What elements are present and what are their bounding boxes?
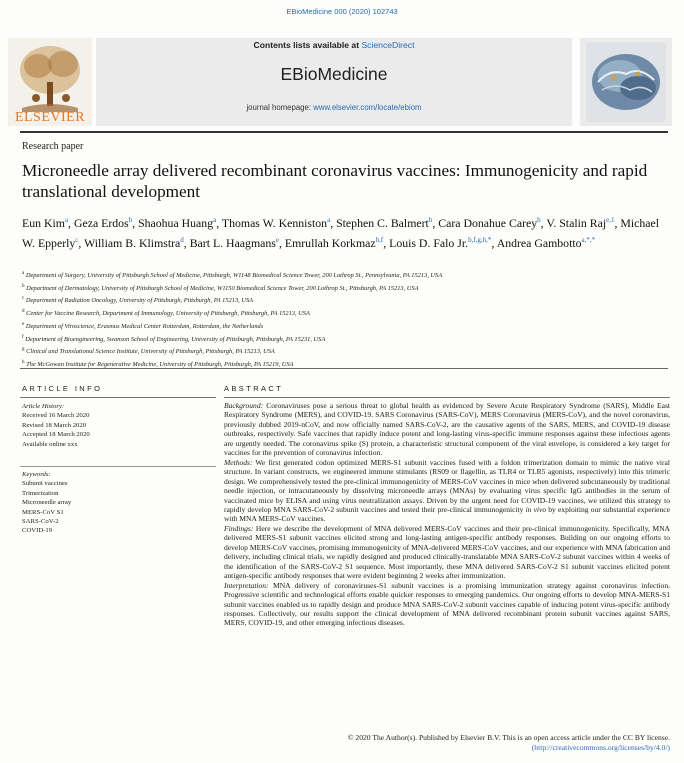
affiliation-item [22, 294, 662, 307]
keywords-label: Keywords: [22, 471, 51, 478]
accepted-date: Accepted 18 March 2020 [22, 431, 90, 439]
copyright-line: © 2020 The Author(s). Published by Elsevier B.V. This is an open access article under the CC BY license. [347, 733, 670, 742]
author-separator: , [491, 235, 497, 250]
author-separator: , [183, 235, 190, 250]
author-name[interactable]: Emrullah Korkmaz [284, 235, 376, 250]
affiliation-text: Department of Radiation Oncology, University of Pittsburgh, Pittsburgh, PA 15213, USA [25, 297, 254, 305]
author-name[interactable]: Eun Kim [22, 215, 65, 230]
affiliation-key: g [22, 347, 25, 353]
license-link[interactable]: (http://creativecommons.org/licenses/by/4.0/) [531, 742, 670, 752]
affiliation-text: Clinical and Translational Science Institute, University of Pittsburgh, Pittsburgh, PA 15213, USA [26, 348, 275, 356]
revised-date: Revised 18 March 2020 [22, 421, 87, 429]
author-name[interactable]: Andrea Gambotto [496, 235, 582, 250]
copyright-notice [224, 733, 670, 753]
affiliation-text: The McGowan Institute for Regenerative Medicine, University of Pittsburgh, Pittsburgh, PA 15219, USA [26, 361, 294, 369]
author-separator: , [216, 215, 222, 230]
author-affiliation-marker[interactable]: a,*,* [581, 235, 596, 244]
affiliation-text: Center for Vaccine Research, Department of Immunology, University of Pittsburgh, Pittsburgh, PA 15213, USA [26, 310, 310, 318]
online-date: Available online xxx [22, 440, 78, 448]
journal-homepage-link[interactable]: www.elsevier.com/locate/ebiom [313, 103, 422, 112]
affiliation-item [22, 307, 662, 320]
received-date: Received 16 March 2020 [22, 412, 90, 420]
abstract-rule [224, 397, 670, 398]
affiliation-text: Department of Viroscience, Erasmus Medical Center Rotterdam, Rotterdam, the Netherlands [25, 323, 264, 330]
article-info-heading: ARTICLE INFO [22, 384, 103, 393]
elsevier-wordmark: ELSEVIER [14, 110, 86, 125]
affiliation-item [22, 333, 662, 346]
abstract-background: Background: Coronaviruses pose a serious threat to global health as evidenced by Severe Acute Respiratory Syndrome (SARS), Middle East Respiratory Syndrome (MERS), and COVID-19. SARS Coronavirus (SARS-CoV), MERS Coronavirus (MERS-CoV), and the novel coronavirus, previously dubbed 2019-nCoV, and now officially named SARS-CoV-2, are the causative agents of the SARS, MERS, and COVID-19 disease outbreaks, respectively. Safe vaccines that rapidly induce potent and long-lasting virus-specific immune responses against these infectious agents are urgently needed. The coronavirus spike (S) protein, a characteristic structural component of the viral envelope, is considered a key target for vaccines for the prevention of coronavirus infection. [224, 401, 671, 458]
affiliation-key: a [22, 271, 25, 276]
abstract-heading: ABSTRACT [224, 384, 284, 393]
abstract-body [224, 401, 670, 628]
author-name[interactable]: Stephen C. Balmert [336, 215, 429, 230]
author-name[interactable]: Cara Donahue Carey [438, 215, 538, 230]
keyword-item: Microneedle array [22, 499, 72, 507]
author-name[interactable]: Bart L. Haagmans [189, 235, 276, 250]
journal-homepage-line: journal homepage: www.elsevier.com/locate/ebiom [246, 103, 422, 112]
author-name[interactable]: V. Stalin Raj [546, 215, 607, 230]
keywords-block [22, 470, 212, 536]
author-name[interactable]: Michael W. Epperly [22, 215, 660, 250]
affiliation-key: e [22, 321, 25, 327]
author-separator: , [68, 215, 74, 230]
affiliation-key: d [22, 309, 25, 315]
author-affiliation-marker[interactable]: b,f [375, 235, 384, 244]
article-info-rule [20, 397, 216, 398]
article-info-separator [20, 466, 216, 467]
header-divider [20, 131, 668, 133]
author-name[interactable]: Thomas W. Kenniston [221, 215, 328, 230]
author-separator: , [330, 215, 337, 230]
journal-cover [580, 38, 672, 126]
history-label: Article History: [22, 403, 65, 410]
author-affiliation-marker[interactable]: a [327, 216, 331, 224]
affiliation-key: f [22, 334, 24, 340]
author-separator: , [278, 235, 285, 250]
affiliation-text: Department of Dermatology, University of Pittsburgh School of Medicine, W1150 Biomedical Science Tower, 200 Lothrop St., Pittsburgh, PA 15213, USA [26, 284, 419, 292]
section-divider [20, 368, 668, 369]
affiliation-key: h [22, 360, 25, 366]
sciencedirect-link[interactable]: ScienceDirect [361, 40, 415, 50]
paper-title: Microneedle array delivered recombinant coronavirus vaccines: Immunogenicity and rapid translational development [22, 161, 648, 201]
brain-cover-icon [580, 38, 672, 126]
abstract-interpretation: Interpretation: MNA delivery of coronaviruses-S1 subunit vaccines is a promising immunization strategy against coronavirus infection. Progressive scientific and technological efforts enable quicker responses to emerging pandemics. Our ongoing efforts to develop MNA-MERS-S1 subunit vaccines enabled us to rapidly design and produce MNA SARS-CoV-2 subunit vaccines capable of inducing potent virus-specific antibody responses. Collectively, our results support the clinical development of MNA delivered recombinant protein subunit vaccines against SARS, MERS, COVID-19, and other emerging infectious diseases. [224, 580, 670, 628]
affiliation-item [22, 320, 662, 333]
author-separator: , [383, 235, 390, 250]
author-affiliation-marker[interactable]: b,f,g,h,* [468, 235, 492, 244]
author-separator: , [614, 215, 621, 230]
affiliation-item [22, 345, 662, 358]
affiliation-text: Department of Surgery, University of Pittsburgh School of Medicine, Pittsburgh, W1148 Biomedical Science Tower, 200 Lothrop St., Pennsylvania, PA 15213, USA [25, 272, 443, 280]
author-separator: , [432, 215, 439, 230]
keyword-item: COVID-19 [22, 527, 53, 535]
author-affiliation-marker[interactable]: b [128, 216, 133, 224]
elsevier-logo [8, 38, 92, 126]
keyword-item: Subunit vaccines [22, 480, 68, 488]
affiliation-item [22, 282, 662, 295]
author-name[interactable]: William B. Klimstra [84, 235, 181, 250]
paper-type: Research paper [22, 141, 84, 152]
affiliation-key: c [22, 296, 25, 302]
author-name[interactable]: Geza Erdos [73, 215, 129, 230]
keyword-item: MERS-CoV S1 [22, 508, 64, 516]
author-list [22, 212, 662, 252]
author-affiliation-marker[interactable]: a [213, 216, 217, 224]
author-affiliation-marker[interactable]: c [75, 235, 79, 244]
abstract-findings: Findings: Here we describe the development of MNA delivered MERS-CoV vaccines and their pre-clinical immunogenicity. Specifically, MNA delivered MERS-S1 subunit vaccines elicited strong and long-lasting antigen-specific antibody responses. Building on our ongoing efforts to develop MERS-CoV vaccines, promising immunogenicity of MNA-delivered MERS-CoV vaccines, and our experience with MNA fabrication and delivery, including clinical trials, we rapidly designed and produced clinically-translatable MNA SARS-CoV-2 subunit vaccines within 4 weeks of the identification of the SARS-CoV-2 S1 sequence. Most importantly, these MNA delivered SARS-CoV-2 S1 subunit vaccines elicited potent antigen-specific antibody responses that were evident beginning 2 weeks after immunization. [224, 523, 671, 581]
author-separator: , [540, 215, 547, 230]
affiliation-item [22, 269, 662, 282]
keyword-item: Trimerization [22, 489, 59, 497]
article-history [22, 402, 212, 449]
author-affiliation-marker[interactable]: d [180, 235, 184, 244]
author-separator: , [132, 215, 139, 230]
author-affiliation-marker[interactable]: e,1 [606, 216, 615, 224]
author-affiliation-marker[interactable]: b [428, 216, 433, 224]
author-affiliation-marker[interactable]: e [275, 235, 279, 244]
author-name[interactable]: Shaohua Huang [138, 215, 214, 230]
author-affiliation-marker[interactable]: b [537, 216, 541, 224]
journal-title: EBioMedicine [280, 64, 388, 84]
contents-line: Contents lists available at ScienceDirect [253, 40, 415, 50]
keyword-item: SARS-CoV-2 [22, 518, 59, 526]
journal-reference[interactable]: EBioMedicine 000 (2020) 102743 [286, 7, 398, 16]
abstract-methods: Methods: We first generated codon optimized MERS-S1 subunit vaccines fused with a foldon trimerization domain to mimic the native viral structure. In variant constructs, we engineered immune stimulants (RS09 or flagellin, as TLR4 or TLR5 agonists, respectively) into this trimeric design. We comprehensively tested the pre-clinical immunogenicity of MERS-CoV vaccines in mice when delivered subcutaneously by traditional needle injection, or intracutaneously by dissolving microneedle arrays (MNAs) by evaluating virus specific IgG antibodies in the serum of vaccinated mice by ELISA and using virus neutralization assays. Driven by the urgent need for COVID-19 vaccines, we utilized this strategy to rapidly develop MNA SARS-CoV-2 subunit vaccines and tested their pre-clinical immunogenicity in vivo by exploiting our substantial experience with MNA MERS-CoV vaccines. [224, 457, 670, 524]
author-affiliation-marker[interactable]: a [64, 216, 69, 224]
affiliation-key: b [22, 283, 25, 289]
author-name[interactable]: Louis D. Falo Jr. [389, 235, 469, 250]
affiliation-text: Department of Bioengineering, Swanson School of Engineering, University of Pittsburgh, Pittsburgh, PA 15231, USA [25, 335, 326, 343]
affiliation-list [22, 269, 662, 371]
author-separator: , [78, 235, 85, 250]
